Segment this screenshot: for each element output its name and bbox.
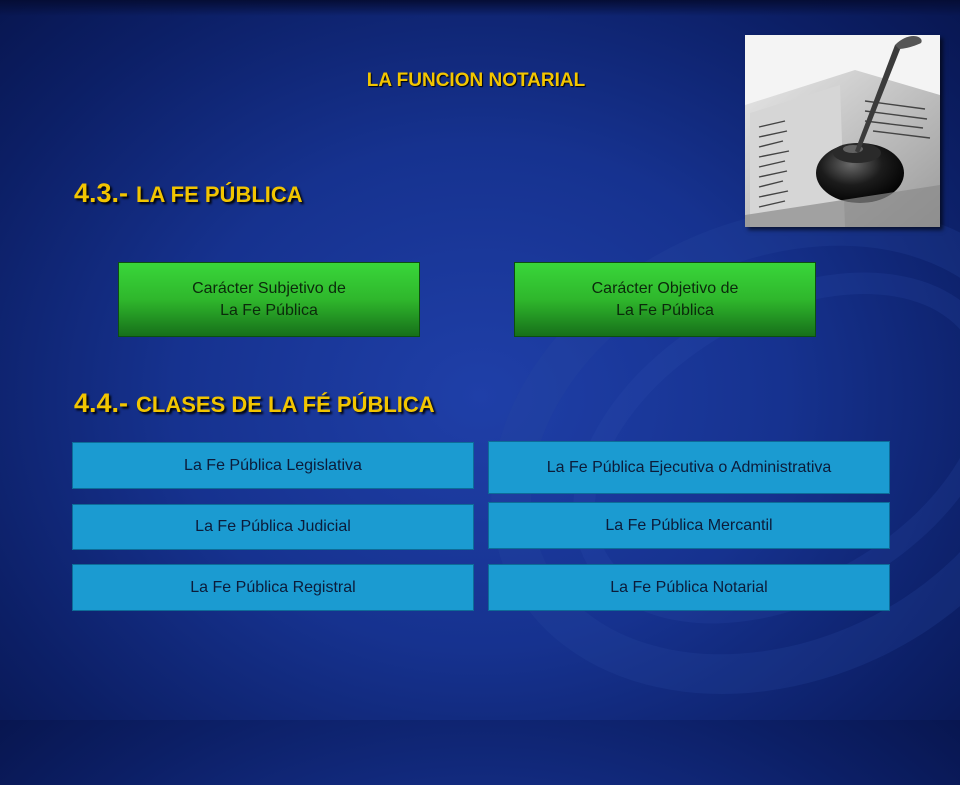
box-fe-publica-judicial[interactable]: La Fe Pública Judicial	[72, 504, 474, 550]
section-heading-clases	[74, 388, 435, 419]
section-number: 4.3.-	[74, 178, 129, 208]
box-fe-publica-notarial[interactable]: La Fe Pública Notarial	[488, 564, 890, 611]
quill-and-inkwell-on-book-icon	[745, 35, 940, 227]
top-shadow	[0, 0, 960, 16]
box-fe-publica-ejecutiva[interactable]: La Fe Pública Ejecutiva o Administrativa	[488, 441, 890, 494]
section-label: CLASES DE LA FÉ PÚBLICA	[136, 392, 435, 417]
section-label: LA FE PÚBLICA	[136, 182, 303, 207]
box-caracter-objetivo[interactable]: Carácter Objetivo de La Fe Pública	[514, 262, 816, 337]
section-number: 4.4.-	[74, 388, 129, 418]
box-fe-publica-mercantil[interactable]: La Fe Pública Mercantil	[488, 502, 890, 549]
box-fe-publica-legislativa[interactable]: La Fe Pública Legislativa	[72, 442, 474, 489]
section-heading-fe-publica	[74, 178, 303, 209]
box-fe-publica-registral[interactable]: La Fe Pública Registral	[72, 564, 474, 611]
box-caracter-subjetivo[interactable]: Carácter Subjetivo de La Fe Pública	[118, 262, 420, 337]
slide-title: LA FUNCION NOTARIAL	[366, 70, 586, 91]
